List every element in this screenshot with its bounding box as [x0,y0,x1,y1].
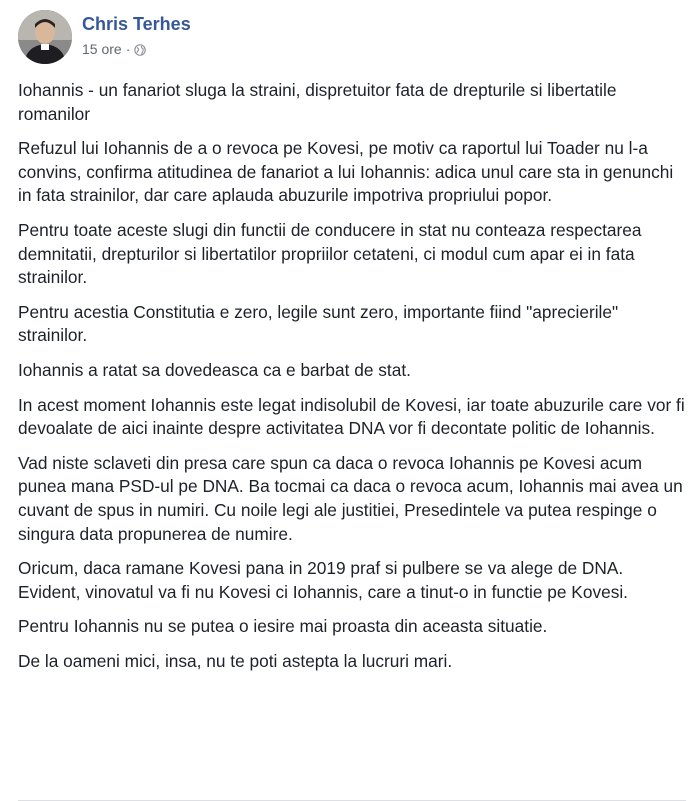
post-header [18,10,191,64]
post-paragraph: Pentru acestia Constitutia e zero, legile sunt zero, importante fiind "aprecierile" strainilor. [18,301,619,346]
post-paragraph: Iohannis - un fanariot sluga la straini, dispretuitor fata de drepturile si libertatile romanilor [18,80,617,124]
post-meta [82,14,191,57]
author-name-link[interactable]: Chris Terhes [82,14,191,34]
post-paragraph: Vad niste sclaveti din presa care spun ca daca o revoca Iohannis pe Kovesi acum punea mana PSD-ul pe DNA. Ba tocmai ca daca o revoca acum, Iohannis mai avea un cuvant de spus in numiri. Cu noile legi ale justitiei, Presedintele va putea respinge o singura data propunerea de numire. [18,452,683,544]
avatar[interactable] [18,10,72,64]
post-subline [82,41,191,57]
post-text [18,79,686,684]
post-paragraph: Pentru Iohannis nu se putea o iesire mai proasta din aceasta situatie. [18,616,548,637]
post-paragraph: Pentru toate aceste slugi din functii de conducere in stat nu conteaza respectarea demnitatii, drepturilor si libertatilor propriilor cetateni, ci modul cum apar ei in fata strainilor. [18,219,642,288]
post-paragraph: De la oameni mici, insa, nu te poti astepta la lucruri mari. [18,650,453,671]
post-paragraph: In acest moment Iohannis este legat indisolubil de Kovesi, iar toate abuzurile care vor fi devoalate de aici inainte despre activitatea DNA vor fi decontate politic de Iohannis. [18,394,685,439]
post-timestamp-link[interactable]: 15 ore [82,41,122,57]
separator-dot: · [125,41,131,57]
post-paragraph: Oricum, daca ramane Kovesi pana in 2019 praf si pulbere se va alege de DNA. Evident, vinovatul va fi nu Kovesi ci Iohannis, care a tinut-o in functie pe Kovesi. [18,558,628,602]
post-paragraph: Refuzul lui Iohannis de a o revoca pe Kovesi, pe motiv ca raportul lui Toader nu l-a convins, confirma atitudinea de fanariot a lui Iohannis: adica unul care sta in genunchi in fata strainilor, dar care aplauda abuzurile impotriva propriului popor. [18,138,674,206]
globe-icon[interactable] [134,43,146,55]
post-paragraph: Iohannis a ratat sa dovedeasca ca e barbat de stat. [18,359,411,380]
avatar-photo [18,10,72,64]
